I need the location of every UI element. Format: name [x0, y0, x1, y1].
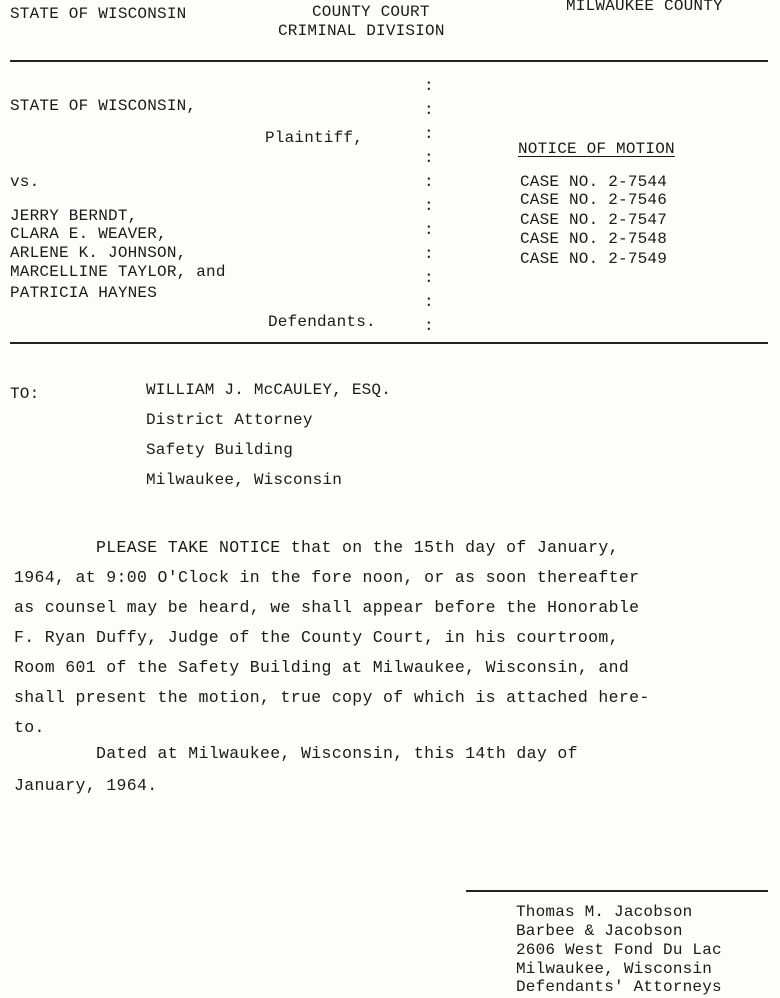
signature-firm: Barbee & Jacobson	[516, 922, 683, 940]
versus: vs.	[10, 173, 40, 191]
notice-line: as counsel may be heard, we shall appear before the Honorable	[14, 598, 640, 617]
caption-rule	[10, 342, 768, 344]
plaintiff-name: STATE OF WISCONSIN,	[10, 97, 197, 115]
header-county: MILWAUKEE COUNTY	[566, 0, 723, 15]
notice-line: 1964, at 9:00 O'Clock in the fore noon, or as soon thereafter	[14, 568, 640, 587]
notice-line: shall present the motion, true copy of which is attached here-	[14, 688, 650, 707]
notice-line: to.	[14, 718, 45, 737]
caption-separator: :	[424, 149, 434, 167]
header-rule	[10, 60, 768, 62]
caption-separator: :	[424, 101, 434, 119]
defendant-3: ARLENE K. JOHNSON,	[10, 244, 187, 262]
case-number-1: CASE NO. 2-7544	[520, 173, 668, 191]
caption-separator: :	[424, 269, 434, 287]
signature-name: Thomas M. Jacobson	[516, 903, 693, 921]
case-number-3: CASE NO. 2-7547	[520, 211, 668, 229]
defendant-1: JERRY BERNDT,	[10, 207, 138, 225]
caption-separator-column	[424, 74, 434, 338]
case-number-5: CASE NO. 2-7549	[520, 250, 668, 268]
signature-street: 2606 West Fond Du Lac	[516, 941, 722, 959]
notice-line: F. Ryan Duffy, Judge of the County Court, in his courtroom,	[14, 628, 619, 647]
caption-separator: :	[424, 173, 434, 191]
header-division: CRIMINAL DIVISION	[278, 22, 445, 40]
caption-separator: :	[424, 317, 434, 335]
notice-line: Room 601 of the Safety Building at Milwaukee, Wisconsin, and	[14, 658, 630, 677]
addressee-title: District Attorney	[146, 411, 313, 429]
signature-rule	[466, 890, 768, 892]
addressee-city: Milwaukee, Wisconsin	[146, 471, 343, 489]
caption-separator: :	[424, 197, 434, 215]
header-court: COUNTY COURT	[312, 3, 430, 21]
to-label: TO:	[10, 385, 40, 403]
caption-separator: :	[424, 125, 434, 143]
signature-role: Defendants' Attorneys	[516, 978, 722, 996]
dated-line: Dated at Milwaukee, Wisconsin, this 14th day of	[14, 744, 578, 763]
notice-line: PLEASE TAKE NOTICE that on the 15th day of January,	[14, 538, 619, 557]
caption-separator: :	[424, 221, 434, 239]
header-state: STATE OF WISCONSIN	[10, 5, 187, 23]
motion-title: NOTICE OF MOTION	[518, 140, 675, 158]
addressee-name: WILLIAM J. McCAULEY, ESQ.	[146, 381, 392, 399]
addressee-building: Safety Building	[146, 441, 294, 459]
case-number-4: CASE NO. 2-7548	[520, 230, 668, 248]
case-number-2: CASE NO. 2-7546	[520, 191, 668, 209]
caption-separator: :	[424, 77, 434, 95]
defendant-2: CLARA E. WEAVER,	[10, 225, 167, 243]
dated-line: January, 1964.	[14, 776, 158, 795]
defendants-role: Defendants.	[268, 313, 376, 331]
signature-city: Milwaukee, Wisconsin	[516, 960, 713, 978]
plaintiff-role: Plaintiff,	[265, 129, 364, 147]
defendant-5: PATRICIA HAYNES	[10, 284, 158, 302]
caption-separator: :	[424, 293, 434, 311]
defendant-4: MARCELLINE TAYLOR, and	[10, 263, 226, 281]
caption-separator: :	[424, 245, 434, 263]
